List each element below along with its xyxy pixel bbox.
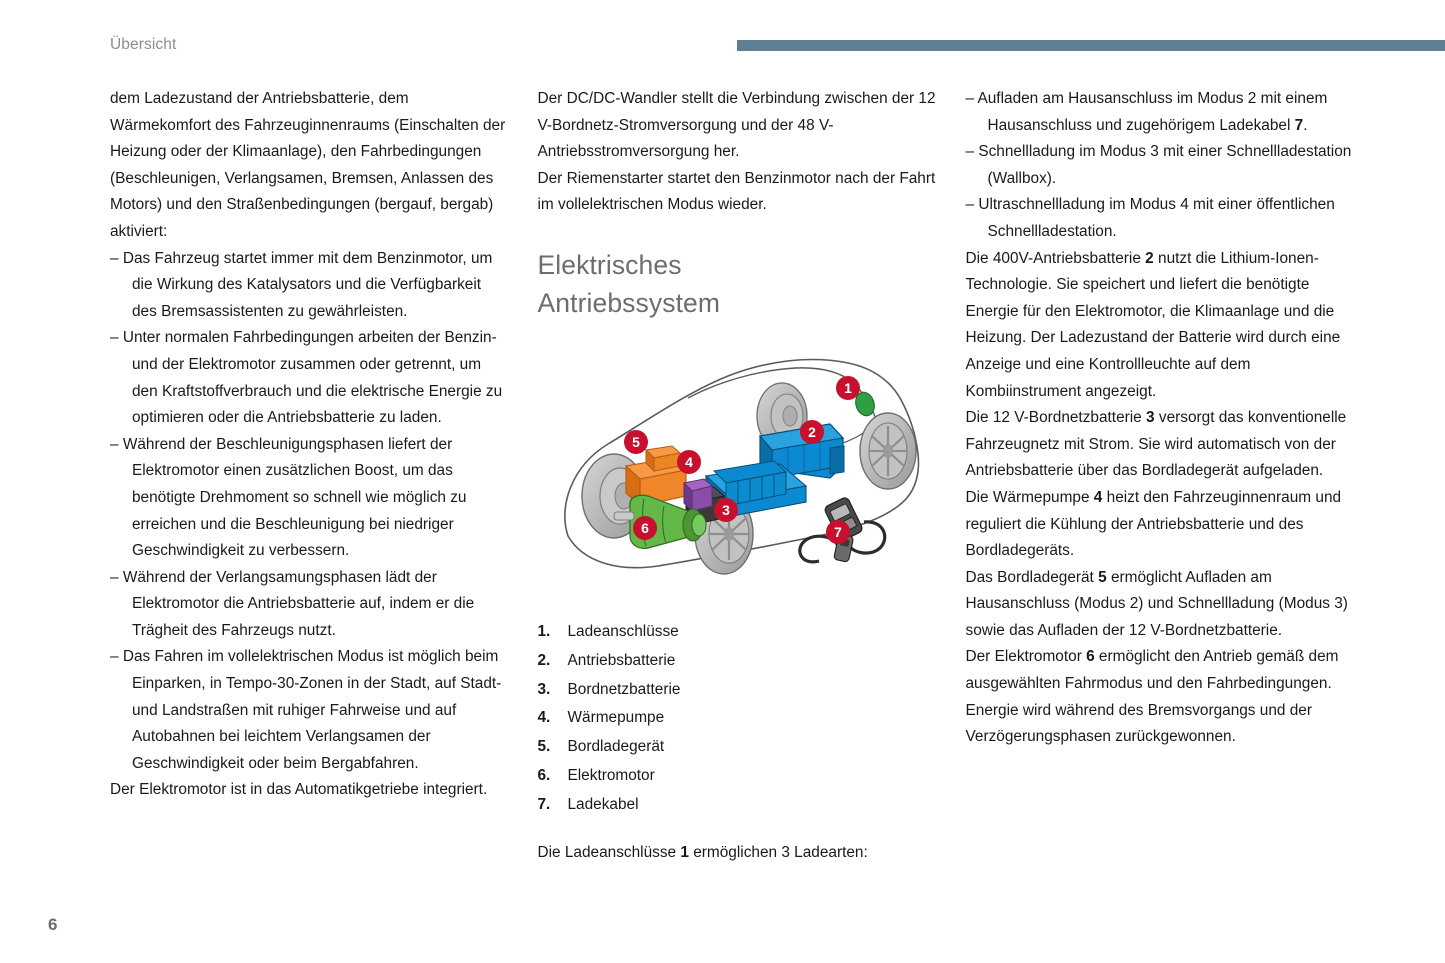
svg-text:3: 3 [721, 501, 730, 518]
column3-bullet-1-pre: – Aufladen am Hausanschluss im Modus 2 mit einem Hausanschluss und zugehörigem Ladekabel [965, 90, 1328, 134]
legend-item [538, 647, 938, 676]
paragraph-electric-motor [966, 644, 1366, 750]
header-rule-bar [737, 40, 1445, 51]
heat-pump-ref: 4 [1093, 488, 1103, 506]
section-title [538, 246, 938, 322]
column3-bullet-3: – Ultraschnellladung im Modus 4 mit einer öffentlichen Schnellladestation. [965, 196, 1335, 240]
traction-battery-pre: Die 400V-Antriebsbatterie [965, 249, 1146, 267]
legend-label: Elektromotor [567, 766, 655, 784]
legend-label: Ladekabel [567, 795, 639, 813]
legend-item [538, 676, 938, 705]
column-1 [110, 86, 510, 866]
legend-number: 7. [537, 795, 551, 813]
callout-1 [836, 376, 860, 400]
paragraph-heat-pump [966, 485, 1366, 565]
column1-bullet-5: – Das Fahren im vollelektrischen Modus ist möglich beim Einparken, in Tempo-30-Zonen in der Stadt, auf Stadt- und Landstraßen mit ruhiger Fahrweise und auf Autobahnen bei leichtem Verlangsamen der Geschwindigkeit oder beim Bergabfahren. [110, 648, 502, 772]
heat-pump-pre: Die Wärmepumpe [965, 488, 1094, 506]
electric-motor-pre: Der Elektromotor [965, 648, 1087, 666]
legend-item [538, 762, 938, 791]
callout-5 [624, 430, 648, 454]
legend-item [538, 733, 938, 762]
charging-modes-intro-ref: 1 [680, 843, 689, 861]
column1-bullet-3: – Während der Beschleunigungsphasen liefert der Elektromotor einen zusätzlichen Boost, um das benötigte Drehmoment so schnell wie möglich zu erreichen und die Beschleunigung bei niedriger Geschwindigkeit zu verbessern. [110, 435, 467, 560]
callout-6 [633, 516, 657, 540]
column-3 [966, 86, 1366, 866]
aux-battery-ref: 3 [1146, 409, 1155, 427]
traction-battery-post: nutzt die Lithium-Ionen-Technologie. Sie speichert und liefert die benötigte Energie für den Elektromotor, die Klimaanlage und die Heizung. Der Ladezustand der Batterie wird durch eine Anzeige und eine Kontrollleuchte auf dem Kombiinstrument angezeigt. [965, 249, 1341, 400]
page-number: 6 [48, 915, 58, 934]
intro-paragraph: dem Ladezustand der Antriebsbatterie, dem Wärmekomfort des Fahrzeuginnenraums (Einschalten der Heizung oder der Klimaanlage), den Fahrbedingungen (Beschleunigen, Verlangsamen, Bremsen, Anlassen des Motors) und den Straßenbedingungen (bergauf, bergab) aktiviert: [110, 90, 506, 240]
traction-battery-ref: 2 [1145, 249, 1154, 267]
electric-motor-post: ermöglicht den Antrieb gemäß dem ausgewählten Fahrmodus und den Fahrbedingungen. Energie wird während des Bremsvorgangs und der Verzögerungsphasen zurückgewonnen. [965, 648, 1339, 746]
legend-number: 4. [537, 709, 551, 727]
column3-bullet-1-ref: 7 [1294, 116, 1304, 134]
legend-number: 6. [537, 766, 551, 784]
section-title-line-2: Antriebssystem [537, 287, 721, 318]
legend-item [538, 704, 938, 733]
svg-text:6: 6 [640, 519, 649, 536]
paragraph-onboard-charger [966, 565, 1366, 645]
legend-label: Bordnetzbatterie [567, 680, 681, 698]
aux-battery-pre: Die 12 V-Bordnetzbatterie [965, 409, 1147, 427]
charging-modes-intro-post: ermöglichen 3 Ladearten: [688, 843, 868, 861]
charging-modes-intro [538, 840, 938, 867]
section-title-line-1: Elektrisches [537, 249, 682, 280]
heat-pump-post: heizt den Fahrzeuginnenraum und reguliert die Kühlung der Antriebsbatterie und des Bordladegeräts. [965, 488, 1342, 560]
paragraph-belt-starter: Der Riemenstarter startet den Benzinmotor nach der Fahrt im vollelektrischen Modus wieder. [537, 169, 936, 214]
callout-3 [714, 498, 738, 522]
column-2 [538, 86, 938, 866]
legend-number: 1. [537, 622, 551, 640]
legend-item [538, 791, 938, 820]
legend-label: Wärmepumpe [567, 709, 665, 727]
column1-bullet-4: – Während der Verlangsamungsphasen lädt der Elektromotor die Antriebsbatterie auf, indem er die Trägheit des Fahrzeugs nutzt. [110, 568, 475, 639]
legend-item [538, 618, 938, 647]
column3-bullet-1-post: . [1303, 116, 1308, 134]
aux-battery-post: versorgt das konventionelle Fahrzeugnetz mit Strom. Sie wird automatisch von der Antriebsbatterie über das Bordladegerät aufgeladen. [965, 409, 1347, 480]
legend-label: Ladeanschlüsse [567, 622, 679, 640]
running-head: Übersicht [110, 36, 177, 53]
legend-label: Antriebsbatterie [567, 651, 676, 669]
paragraph-traction-battery [966, 246, 1366, 406]
paragraph-dcdc-converter: Der DC/DC-Wandler stellt die Verbindung zwischen der 12 V-Bordnetz-Stromversorgung und der 48 V-Antriebsstromversorgung her. [537, 90, 936, 161]
svg-text:7: 7 [833, 523, 842, 540]
wheel-front-right [860, 413, 916, 489]
svg-text:5: 5 [631, 433, 640, 450]
paragraph-aux-battery [966, 405, 1366, 485]
powertrain-diagram [538, 336, 938, 598]
svg-text:2: 2 [807, 423, 816, 440]
charging-modes-intro-pre: Die Ladeanschlüsse [537, 843, 681, 861]
callout-4 [677, 450, 701, 474]
legend-number: 2. [537, 651, 551, 669]
svg-text:1: 1 [843, 379, 852, 396]
column1-bullet-1: – Das Fahrzeug startet immer mit dem Benzinmotor, um die Wirkung des Katalysators und die Verfügbarkeit des Bremsassistenten zu gewährleisten. [110, 249, 493, 320]
figure-legend [538, 618, 938, 820]
onboard-charger-ref: 5 [1098, 568, 1107, 586]
legend-number: 3. [537, 680, 551, 698]
svg-text:4: 4 [684, 453, 693, 470]
heat-pump [684, 479, 712, 511]
legend-label: Bordladegerät [567, 738, 665, 756]
onboard-charger-pre: Das Bordladegerät [965, 568, 1099, 586]
onboard-charger-post: ermöglicht Aufladen am Hausanschluss (Modus 2) und Schnellladung (Modus 3) sowie das Aufladen der 12 V-Bordnetzbatterie. [965, 568, 1348, 639]
page-columns [110, 86, 1365, 866]
column1-bullet-2: – Unter normalen Fahrbedingungen arbeiten der Benzin- und der Elektromotor zusammen oder getrennt, um den Kraftstoffverbrauch und die elektrische Energie zu optimieren oder die Antriebsbatterie zu laden. [110, 329, 503, 427]
column3-bullet-1 [966, 86, 1366, 139]
electric-motor-ref: 6 [1086, 648, 1095, 666]
callout-2 [800, 420, 824, 444]
legend-number: 5. [537, 738, 551, 756]
callout-7 [826, 520, 850, 544]
column1-closing-paragraph: Der Elektromotor ist in das Automatikgetriebe integriert. [110, 781, 488, 799]
column3-bullet-2: – Schnellladung im Modus 3 mit einer Schnellladestation (Wallbox). [965, 143, 1352, 187]
